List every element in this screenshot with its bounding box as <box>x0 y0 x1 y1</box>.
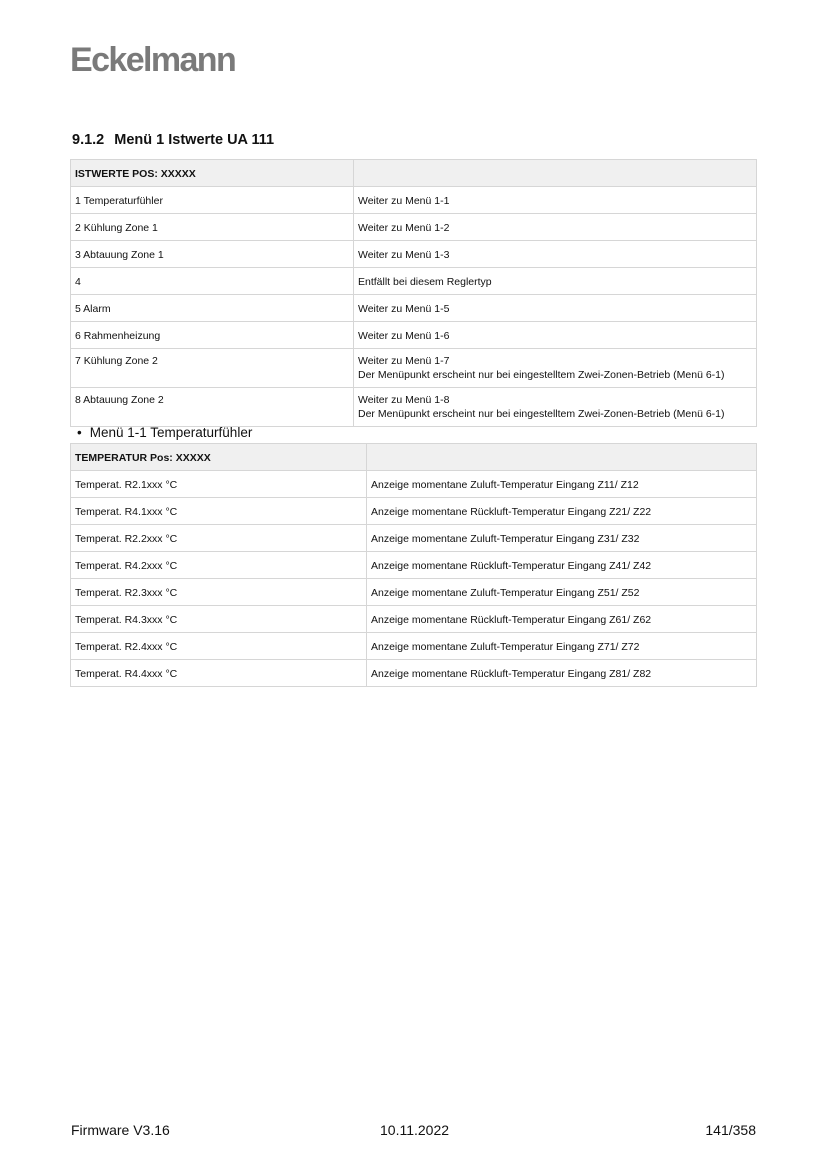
table-cell-desc: Anzeige momentane Zuluft-Temperatur Eingang Z31/ Z32 <box>367 525 757 552</box>
cell-note-line: Der Menüpunkt erscheint nur bei eingestelltem Zwei-Zonen-Betrieb (Menü 6-1) <box>358 408 725 420</box>
table-row <box>71 579 757 606</box>
table-cell-item: 4 <box>71 268 354 295</box>
cell-desc-line: Weiter zu Menü 1-7 <box>358 355 450 367</box>
table-cell-desc: Anzeige momentane Zuluft-Temperatur Eingang Z51/ Z52 <box>367 579 757 606</box>
table-cell-desc <box>354 349 757 388</box>
table-row <box>71 349 757 388</box>
table-row <box>71 498 757 525</box>
table-cell-desc: Weiter zu Menü 1-3 <box>354 241 757 268</box>
table-cell-item: Temperat. R2.3xxx °C <box>71 579 367 606</box>
table-cell-item: Temperat. R4.4xxx °C <box>71 660 367 687</box>
table-cell-item: 6 Rahmenheizung <box>71 322 354 349</box>
table-cell-desc: Anzeige momentane Rückluft-Temperatur Eingang Z41/ Z42 <box>367 552 757 579</box>
section-title: Menü 1 Istwerte UA 111 <box>114 132 275 148</box>
table-cell-item: 5 Alarm <box>71 295 354 322</box>
table-cell-item: Temperat. R4.3xxx °C <box>71 606 367 633</box>
table-cell-desc: Weiter zu Menü 1-5 <box>354 295 757 322</box>
table-row <box>71 295 757 322</box>
table-cell-item: Temperat. R2.2xxx °C <box>71 525 367 552</box>
table-row <box>71 552 757 579</box>
cell-note-line: Der Menüpunkt erscheint nur bei eingestelltem Zwei-Zonen-Betrieb (Menü 6-1) <box>358 369 725 381</box>
table-row <box>71 214 757 241</box>
section-number: 9.1.2 <box>72 132 105 148</box>
bullet-text: Menü 1-1 Temperaturfühler <box>89 425 253 440</box>
table-cell-desc: Entfällt bei diesem Reglertyp <box>354 268 757 295</box>
table-row <box>71 187 757 214</box>
bullet-dot: • <box>77 425 82 440</box>
table-cell-item: 7 Kühlung Zone 2 <box>71 349 354 388</box>
table-row <box>71 660 757 687</box>
temperatur-table <box>70 443 757 687</box>
section-heading <box>72 132 274 148</box>
table-cell-desc: Weiter zu Menü 1-6 <box>354 322 757 349</box>
footer-date: 10.11.2022 <box>380 1122 450 1138</box>
table-cell-item: 8 Abtauung Zone 2 <box>71 388 354 427</box>
table-header-cell <box>367 444 757 471</box>
table-row <box>71 471 757 498</box>
table-cell-desc: Anzeige momentane Rückluft-Temperatur Eingang Z81/ Z82 <box>367 660 757 687</box>
table-cell-desc: Anzeige momentane Rückluft-Temperatur Eingang Z21/ Z22 <box>367 498 757 525</box>
table-header-cell <box>354 160 757 187</box>
table-cell-item: Temperat. R2.4xxx °C <box>71 633 367 660</box>
table-cell-desc: Anzeige momentane Zuluft-Temperatur Eingang Z11/ Z12 <box>367 471 757 498</box>
bullet-item <box>77 425 252 440</box>
footer-firmware-version: Firmware V3.16 <box>71 1122 170 1138</box>
table-row <box>71 606 757 633</box>
table-row <box>71 633 757 660</box>
table-cell-item: Temperat. R4.2xxx °C <box>71 552 367 579</box>
table-cell-desc: Weiter zu Menü 1-2 <box>354 214 757 241</box>
table-row <box>71 388 757 427</box>
table-cell-item: 3 Abtauung Zone 1 <box>71 241 354 268</box>
table-row <box>71 322 757 349</box>
table-header-cell: ISTWERTE POS: XXXXX <box>71 160 354 187</box>
footer-page-number: 141/358 <box>705 1122 756 1138</box>
table-cell-item: Temperat. R2.1xxx °C <box>71 471 367 498</box>
table-header-cell: TEMPERATUR Pos: XXXXX <box>71 444 367 471</box>
table-row <box>71 525 757 552</box>
table-cell-item: 2 Kühlung Zone 1 <box>71 214 354 241</box>
table-cell-item: 1 Temperaturfühler <box>71 187 354 214</box>
table-cell-desc: Weiter zu Menü 1-1 <box>354 187 757 214</box>
table-cell-desc: Anzeige momentane Zuluft-Temperatur Eingang Z71/ Z72 <box>367 633 757 660</box>
table-header-row <box>71 444 757 471</box>
table-cell-item: Temperat. R4.1xxx °C <box>71 498 367 525</box>
table-row <box>71 241 757 268</box>
table-header-row <box>71 160 757 187</box>
eckelmann-logo: Eckelmann <box>70 41 236 79</box>
cell-desc-line: Weiter zu Menü 1-8 <box>358 394 450 406</box>
istwerte-table <box>70 159 757 427</box>
table-cell-desc: Anzeige momentane Rückluft-Temperatur Eingang Z61/ Z62 <box>367 606 757 633</box>
table-row <box>71 268 757 295</box>
table-cell-desc <box>354 388 757 427</box>
